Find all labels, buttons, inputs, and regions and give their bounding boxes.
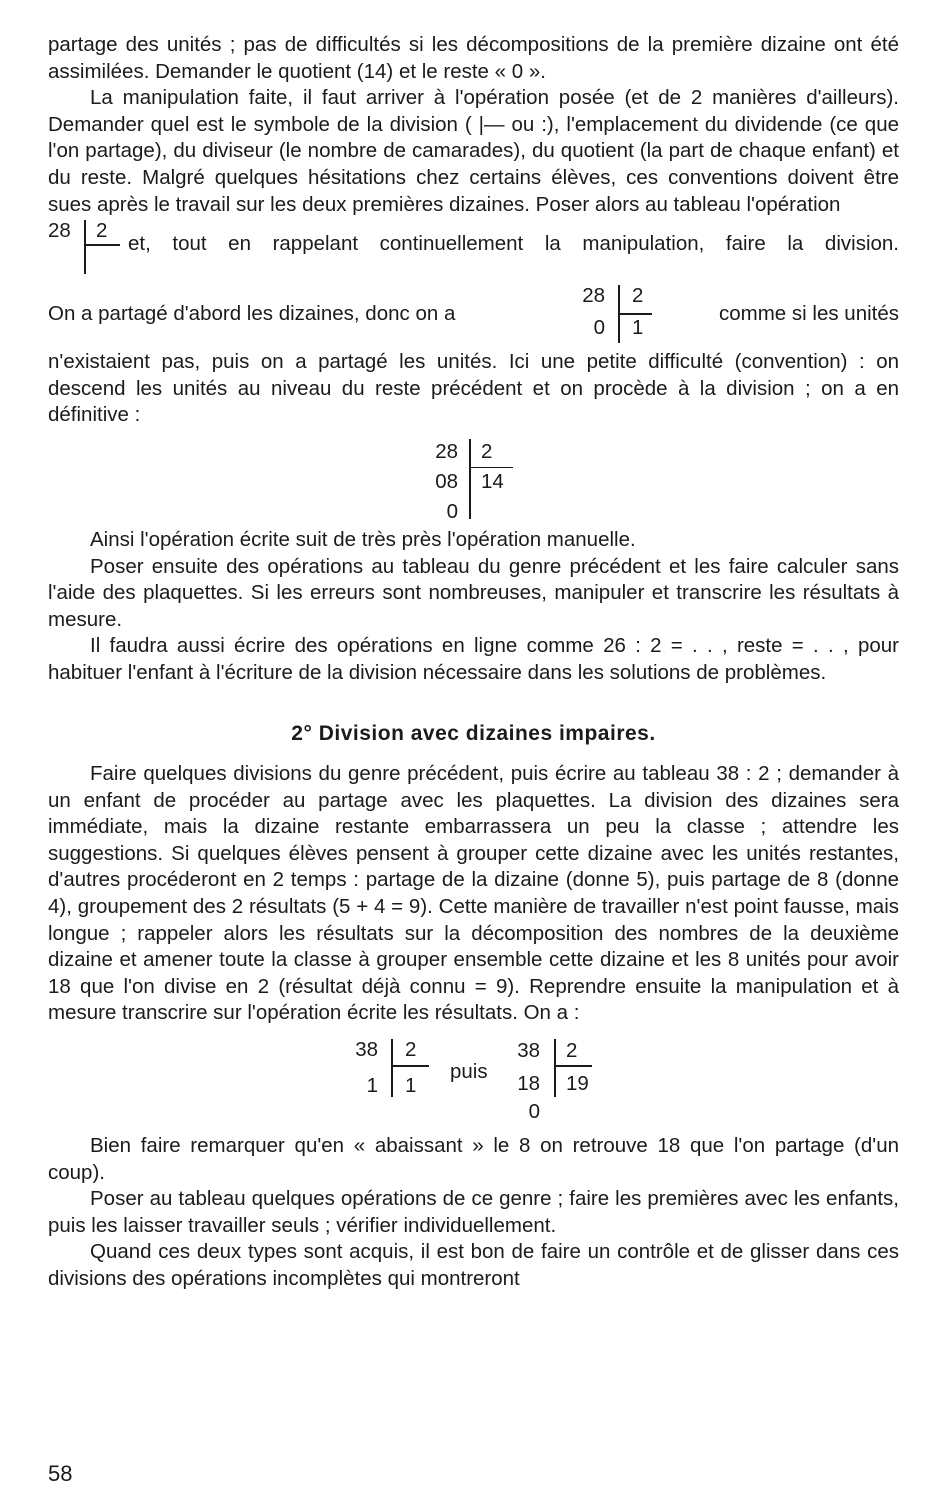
paragraph: Ainsi l'opération écrite suit de très près l'opération manuelle. — [90, 527, 636, 551]
paragraph: Poser au tableau quelques opérations de ce genre ; faire les premières avec les enfants, puis les laisser travailler seuls ; vérifier individuellement. — [48, 1187, 899, 1237]
page-number: 58 — [48, 1461, 73, 1486]
paragraph: On a partagé d'abord les dizaines, donc on a — [48, 302, 456, 326]
dividend: 38 — [355, 1038, 378, 1062]
division-28-2-result — [48, 437, 899, 521]
partial-dividend: 08 — [435, 469, 458, 493]
dividend: 28 — [48, 219, 71, 243]
paragraph: partage des unités ; pas de difficultés si les décompositions de la première dizaine ont été assimilées. Demander le quotient (14) et le reste « 0 ». — [48, 33, 899, 83]
division-bar — [391, 1039, 393, 1097]
division-bar — [84, 220, 86, 274]
divisor: 2 — [632, 284, 644, 308]
remainder: 0 — [593, 316, 605, 340]
division-bar — [469, 439, 471, 519]
quotient: 1 — [405, 1073, 417, 1097]
quotient: 1 — [632, 316, 644, 340]
paragraph: comme si les unités — [718, 302, 899, 326]
divisor: 2 — [405, 1038, 417, 1062]
remainder: 0 — [446, 499, 458, 523]
divisor: 2 — [96, 219, 108, 243]
division-38-2-pair — [48, 1037, 899, 1127]
page-content — [48, 32, 899, 1293]
divisor: 2 — [481, 439, 493, 463]
divisor: 2 — [566, 1039, 578, 1063]
dividend: 28 — [435, 439, 458, 463]
paragraph: Poser ensuite des opérations au tableau du genre précédent et les faire calculer sans l'aide des plaquettes. Si les erreurs sont nombreuses, manipuler et transcrire les résultats à mesure. — [48, 554, 899, 631]
paragraph: n'existaient pas, puis on a partagé les unités. Ici une petite difficulté (convention) : on descend les unités au niveau du reste précédent et on procède à la division ; on a en définitive : — [48, 350, 899, 427]
puis-label: puis — [450, 1060, 488, 1084]
section-heading: 2° Division avec dizaines impaires. — [291, 721, 656, 745]
dividend: 28 — [582, 284, 605, 308]
paragraph: Il faudra aussi écrire des opérations en ligne comme 26 : 2 = . . , reste = . . , pour habituer l'enfant à l'écriture de la division nécessaire dans les solutions de problèmes. — [48, 634, 899, 684]
division-bar — [554, 1039, 556, 1097]
remainder: 0 — [528, 1100, 540, 1124]
paragraph: Bien faire remarquer qu'en « abaissant » le 8 on retrouve 18 que l'on partage (d'un coup). — [48, 1134, 899, 1184]
paragraph: Quand ces deux types sont acquis, il est bon de faire un contrôle et de glisser dans ces divisions des opérations incomplètes qui montreront — [48, 1240, 899, 1290]
quotient: 14 — [481, 469, 504, 493]
remainder: 1 — [366, 1073, 378, 1097]
dividend: 38 — [517, 1039, 540, 1063]
paragraph: La manipulation faite, il faut arriver à l'opération posée (et de 2 manières d'ailleurs). Demander quel est le symbole de la division ( |— ou :), l'emplacement du dividende (ce que l'on partage), du diviseur (le nombre de camarades), du quotient (la part de chaque enfant) et du reste. Malgré quelques hésitations chez certains élèves, ces conventions doivent être sues après le travail sur les deux premières dizaines. Poser alors au tableau l'opération — [48, 86, 899, 216]
paragraph: Faire quelques divisions du genre précédent, puis écrire au tableau 38 : 2 ; demander à un enfant de procéder au partage avec les plaquettes. La division des dizaines sera immédiate, mais la dizaine restante embarrassera un peu la classe ; attendre les suggestions. Si quelques élèves pensent à grouper cette dizaine avec les unités restantes, d'autres procéderont en 2 temps : partage de la dizaine (donne 5), puis partage de 8 (donne 4), groupement des 2 résultats (5 + 4 = 9). Cette manière de travailler n'est point fausse, mais longue ; rappeler alors les résultats sur la décomposition des nombres de la deuxième dizaine et amener toute la classe à grouper ensemble cette dizaine et les 8 unités pour avoir 18 que l'on divise en 2 (résultat déjà connu = 9). Reprendre ensuite la manipulation et à mesure transcrire sur l'opération écrite les résultats. On a : — [48, 762, 899, 1025]
division-inline-28-2 — [48, 218, 899, 271]
division-line — [48, 283, 899, 345]
partial-dividend: 18 — [517, 1072, 540, 1096]
quotient: 19 — [566, 1072, 589, 1096]
paragraph-tail: et, tout en rappelant continuellement la manipulation, faire la division. — [128, 232, 899, 256]
